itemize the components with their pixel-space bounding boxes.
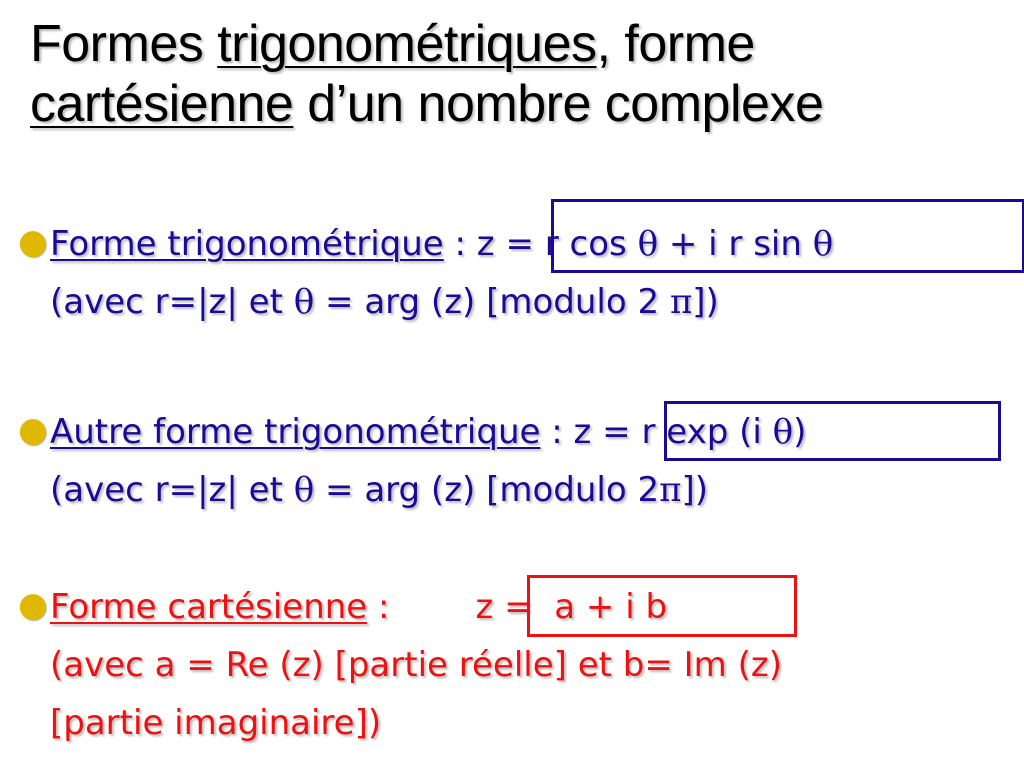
bullet-1-line-2 <box>50 273 833 331</box>
bullet-3-label: Forme cartésienne <box>50 587 368 627</box>
bullet-1-formula-b: + i r sin <box>658 224 813 264</box>
bullet-1-label: Forme trigonométrique <box>50 224 444 264</box>
bullet-dot-icon: ● <box>18 222 48 262</box>
title-part5: d’un nombre complexe <box>293 75 824 133</box>
pi-symbol: π <box>669 282 693 322</box>
theta-symbol: θ <box>772 412 794 452</box>
bullet-1-line2-b: = arg (z) [modulo 2 <box>314 282 670 322</box>
title-cartesian-word: cartésienne <box>30 75 294 133</box>
title-part3: , forme <box>596 15 755 73</box>
bullet-dot-icon: ● <box>18 410 48 450</box>
title-part1: Formes <box>30 15 218 73</box>
bullet-3-sep: : <box>367 587 390 627</box>
bullet-2-line2-a: (avec r=|z| et <box>50 470 294 510</box>
bullet-2-line-2 <box>50 461 806 519</box>
theta-symbol: θ <box>293 282 315 322</box>
theta-symbol: θ <box>637 224 659 264</box>
theta-symbol: θ <box>812 224 834 264</box>
theta-symbol: θ <box>293 470 315 510</box>
slide-title <box>30 14 1010 134</box>
bullet-3-line-1 <box>50 578 782 636</box>
bullet-1-line-1 <box>50 215 833 273</box>
bullet-2-formula-a: z = r exp (i <box>573 412 773 452</box>
bullet-2-formula-b: ) <box>793 412 807 452</box>
bullet-2-line2-c: ]) <box>681 470 709 510</box>
title-trig-word: trigonométriques <box>217 15 597 73</box>
bullet-1-line2-c: ]) <box>692 282 719 322</box>
bullet-2-line2-b: = arg (z) [modulo 2 <box>314 470 660 510</box>
bullet-3-line-3: [partie imaginaire]) <box>50 703 382 743</box>
bullet-1-formula-a: z = r cos <box>476 224 638 264</box>
bullet-2-label: Autre forme trigonométrique <box>50 412 541 452</box>
bullet-2-sep: : <box>540 412 574 452</box>
bullet-3-formula: z = a + i b <box>475 587 668 627</box>
bullet-1-line2-a: (avec r=|z| et <box>50 282 294 322</box>
bullet-dot-icon: ● <box>18 585 48 625</box>
bullet-3-line-2: (avec a = Re (z) [partie réelle] et b= Im (z) <box>50 645 782 685</box>
bullet-1-sep: : <box>443 224 477 264</box>
bullet-2-line-1 <box>50 403 806 461</box>
pi-symbol: π <box>659 470 682 510</box>
